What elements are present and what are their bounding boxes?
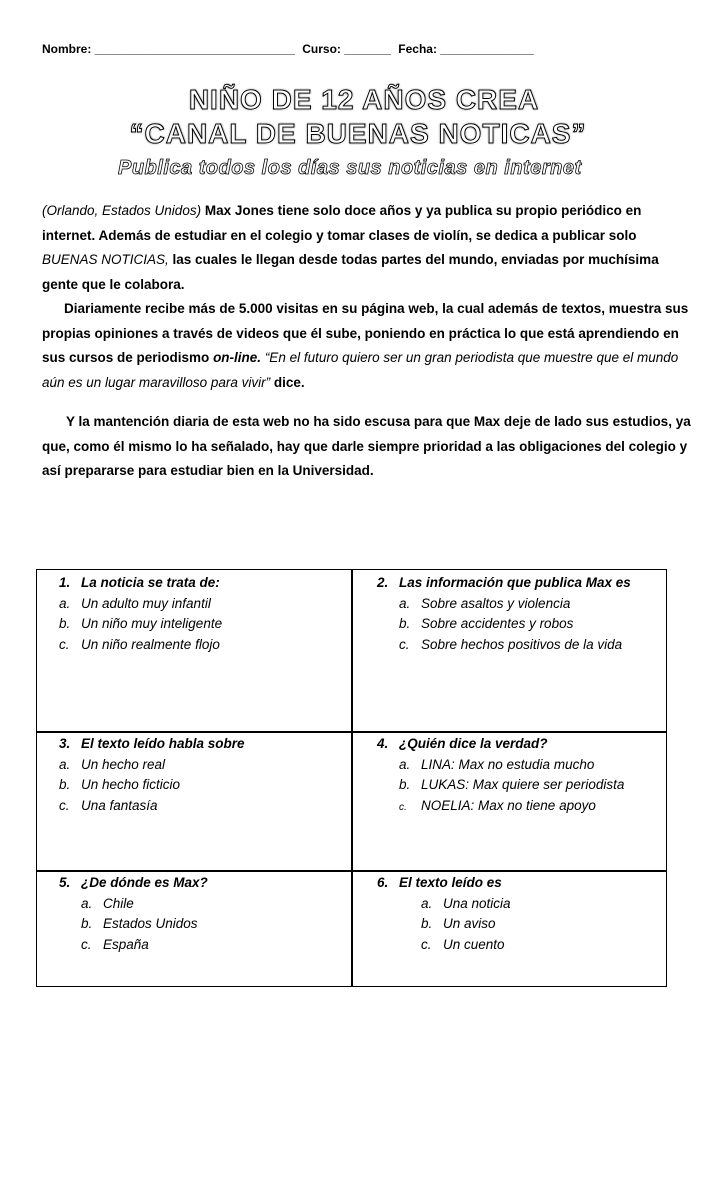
p2-online: on-line. [213, 350, 262, 365]
question-5-number: 5. [59, 875, 71, 890]
question-4-option-c[interactable]: c. NOELIA: Max no tiene apoyo [399, 797, 596, 813]
p2-quote: “En el futuro quiero ser un gran periodista que muestre que el mundo aún es un lugar maravilloso para vivir” [42, 350, 679, 390]
question-1-option-b[interactable]: b. Un niño muy inteligente [59, 616, 223, 631]
question-5 [59, 873, 208, 955]
question-2-option-b[interactable]: b. Sobre accidentes y robos [399, 616, 574, 631]
question-6-option-a[interactable]: a. Una noticia [421, 895, 511, 911]
p1-text-b: las cuales le llegan desde todas partes del mundo, enviadas por muchísima gente que le colabora. [42, 252, 659, 292]
quiz-table [36, 569, 667, 987]
headline-subtitle: Publica todos los días sus noticias en internet [118, 157, 582, 179]
paragraph-2 [42, 297, 692, 395]
question-4-number: 4. [377, 736, 389, 751]
question-1-option-a[interactable]: a. Un adulto muy infantil [59, 595, 211, 611]
question-3-option-a[interactable]: a. Un hecho real [59, 756, 166, 772]
question-2-option-a[interactable]: a. Sobre asaltos y violencia [399, 595, 571, 611]
headline-line-1: NIÑO DE 12 AÑOS CREA [188, 84, 540, 115]
curso-field[interactable]: Curso: _______ [302, 42, 391, 56]
question-6-number: 6. [377, 875, 389, 890]
question-4 [377, 734, 624, 818]
quiz-row-divider-1 [37, 731, 666, 733]
p2-text-a: Diariamente recibe más de 5.000 visitas en su página web, la cual además de textos, muestra sus propias opiniones a través de videos que él sube, poniendo en práctica lo que está aprendiendo en sus cursos de periodismo [42, 301, 689, 365]
question-5-option-b[interactable]: b. Estados Unidos [81, 916, 198, 931]
question-1-text: La noticia se trata de: [81, 575, 220, 590]
question-4-option-a[interactable]: a. LINA: Max no estudia mucho [399, 756, 595, 772]
question-3 [59, 734, 245, 816]
p1-text-a: Max Jones tiene solo doce años y ya publica su propio periódico en internet. Además de estudiar en el colegio y tomar clases de violín, se dedica a publicar solo [42, 203, 642, 243]
question-2-number: 2. [377, 575, 389, 590]
question-1 [59, 573, 222, 655]
question-3-number: 3. [59, 736, 71, 751]
question-6-text: El texto leído es [399, 875, 502, 890]
question-5-option-a[interactable]: a. Chile [81, 895, 134, 911]
question-3-option-b[interactable]: b. Un hecho ficticio [59, 777, 181, 792]
p1-buenas-noticias: BUENAS NOTICIAS, [42, 252, 169, 267]
question-6-option-c[interactable]: c. Un cuento [421, 936, 505, 952]
question-2-text: Las información que publica Max es [399, 575, 631, 590]
p1-location: (Orlando, Estados Unidos) [42, 203, 202, 218]
quiz-column-divider [351, 570, 353, 986]
question-5-option-c[interactable]: c. España [81, 936, 149, 952]
question-2 [377, 573, 631, 655]
question-6-option-b[interactable]: b. Un aviso [421, 916, 496, 931]
quiz-row-divider-2 [37, 870, 666, 872]
question-2-option-c[interactable]: c. Sobre hechos positivos de la vida [399, 636, 623, 652]
student-info-line [42, 42, 538, 56]
nombre-field[interactable]: Nombre: ______________________________ [42, 42, 295, 56]
question-1-number: 1. [59, 575, 71, 590]
fecha-field[interactable]: Fecha: ______________ [398, 42, 534, 56]
question-4-option-b[interactable]: b. LUKAS: Max quiere ser periodista [399, 777, 625, 792]
question-3-text: El texto leído habla sobre [81, 736, 245, 751]
question-6 [377, 873, 511, 955]
p2-text-b: dice. [270, 374, 305, 390]
question-5-text: ¿De dónde es Max? [81, 875, 208, 890]
question-3-option-c[interactable]: c. Una fantasía [59, 797, 158, 813]
question-1-option-c[interactable]: c. Un niño realmente flojo [59, 636, 220, 652]
question-4-text: ¿Quién dice la verdad? [399, 736, 548, 751]
paragraph-1 [42, 199, 692, 297]
paragraph-3: Y la mantención diaria de esta web no ha sido escusa para que Max deje de lado sus estudios, ya que, como él mismo lo ha señalado, hay que darle siempre prioridad a las obligaciones del colegio y así prepararse para estudiar bien en la Universidad. [42, 414, 691, 478]
headline-line-2: “CANAL DE BUENAS NOTICAS” [129, 118, 587, 149]
